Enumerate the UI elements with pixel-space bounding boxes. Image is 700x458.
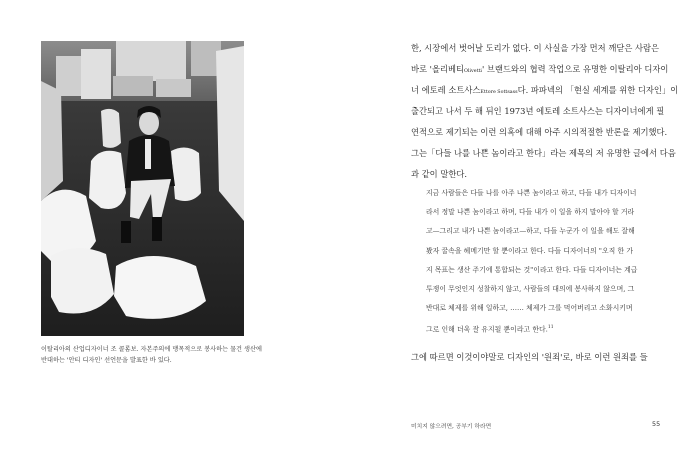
quote-line: 라서 정말 나쁜 놈이라고 하며, 다들 내가 이 일을 하지 말아야 할 거라 bbox=[426, 208, 635, 217]
body-paragraph bbox=[411, 38, 679, 185]
foreign-name: Ettore Sottsass bbox=[480, 90, 518, 95]
caption-line: 반대하는 '안티 디자인' 선언문을 발표한 바 있다. bbox=[41, 357, 172, 364]
closing-paragraph bbox=[411, 347, 663, 368]
running-title: 미치지 않으려면, 공부기 하라면 bbox=[411, 424, 492, 430]
quote-line: 반대로 체제를 위해 일하고, …… 체제가 그를 먹어버리고 소화시키며 bbox=[426, 304, 633, 313]
body-line: 한, 시장에서 벗어날 도리가 없다. 이 사실을 가장 먼저 깨닫은 사람은 bbox=[411, 43, 660, 53]
body-line: 연적으로 제기되는 이런 의혹에 대해 아주 시의적절한 반론을 제기했다. bbox=[411, 127, 668, 137]
quote-text: 그로 인해 더욱 잘 유지될 뿐이라고 한다. bbox=[426, 325, 548, 334]
quote-line: 투쟁이 무엇인지 성찰하지 않고, 사람들의 대의에 봉사하지 않으며, 그 bbox=[426, 284, 635, 293]
photo-designer-with-chairs bbox=[41, 41, 244, 336]
quote-line bbox=[426, 318, 662, 337]
body-text: 다. 파파넥의 「현실 세계를 위한 디자인」이 bbox=[517, 85, 679, 95]
page-number: 55 bbox=[652, 420, 661, 428]
caption-line: 이탈리아의 산업디자이너 조 콜롬보. 자본주의에 맹목적으로 봉사하는 물건 생산에 bbox=[41, 346, 262, 353]
block-quote bbox=[426, 184, 662, 338]
body-text: ' 브랜드와의 협력 작업으로 유명한 이탈리아 디자이 bbox=[481, 64, 669, 74]
body-line: 과 같이 말한다. bbox=[411, 169, 468, 179]
body-text: 너 에토레 소트사스 bbox=[411, 85, 481, 95]
body-line bbox=[411, 59, 669, 80]
photo-image bbox=[41, 41, 244, 336]
body-line: 그에 따르면 이것이야말로 디자인의 '원죄'로, 바로 이런 원죄를 들 bbox=[411, 352, 648, 362]
body-line: 그는「다들 나를 나쁜 놈이라고 한다」라는 제목의 저 유명한 글에서 다음 bbox=[411, 148, 676, 158]
quote-line: 고—그리고 내가 나쁜 놈이라고—하고, 다들 누군가 이 일을 해도 잘해 bbox=[426, 227, 635, 236]
footnote-marker: 11 bbox=[547, 325, 554, 331]
body-text: 바로 '올리베티 bbox=[411, 64, 465, 74]
quote-line: 지 목표는 생산 주기에 통합되는 것"이라고 한다. 다들 디자이너는 계급 bbox=[426, 265, 638, 274]
foreign-name: Olivetti bbox=[464, 69, 482, 74]
body-line bbox=[411, 80, 679, 101]
quote-line: 봤자 꿀속을 헤메기만 할 뿐이라고 한다. 다들 디자이너의 "오직 한 가 bbox=[426, 246, 633, 255]
photo-caption bbox=[41, 344, 262, 366]
body-line: 출간되고 나서 두 해 뒤인 1973년 에토레 소트사스는 디자이너에게 필 bbox=[411, 106, 665, 116]
quote-line: 지금 사람들은 다들 나를 아주 나쁜 놈이라고 하고, 다들 내가 디자이너 bbox=[426, 189, 637, 197]
